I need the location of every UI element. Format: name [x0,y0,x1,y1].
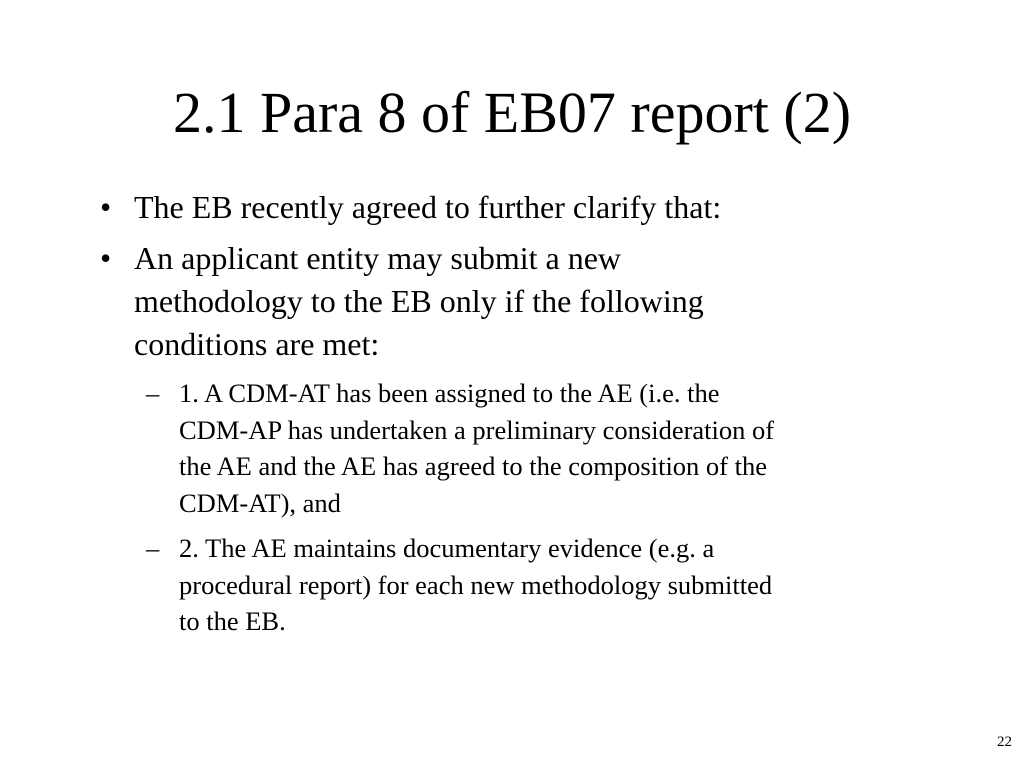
page-number: 22 [997,734,1012,750]
bullet-marker: • [100,189,112,225]
sub-bullet-marker: – [146,378,160,408]
bullet-line: The EB recently agreed to further clarify that: [134,189,722,225]
bullet-text [134,237,920,366]
sub-bullet-line: CDM-AP has undertaken a preliminary consideration of [179,414,775,445]
sub-bullet-line: 2. The AE maintains documentary evidence (e.g. a [179,533,715,563]
sub-bullet-line: the AE and the AE has agreed to the composition of the [179,451,768,481]
sub-bullet-line: to the EB. [179,606,286,636]
bullet-marker: • [100,240,112,276]
bullet-text [134,186,920,229]
sub-bullet-line: procedural report) for each new methodology submitted [179,569,773,600]
bullet-line: conditions are met: [134,326,380,362]
bullet-item [100,186,920,229]
bullet-line: methodology to the EB only if the following [134,283,704,319]
sub-bullet-item [146,375,966,521]
bullet-item [100,237,920,366]
sub-bullet-text [179,375,966,521]
sub-bullet-marker: – [146,533,160,563]
bullet-line: An applicant entity may submit a new [134,240,621,276]
sub-bullet-line: 1. A CDM-AT has been assigned to the AE (i.e. the [179,378,720,408]
sub-bullet-line: CDM-AT), and [179,487,341,518]
sub-bullet-text [179,530,966,640]
sub-bullet-item [146,530,966,640]
slide-title: 2.1 Para 8 of EB07 report (2) [172,80,852,145]
